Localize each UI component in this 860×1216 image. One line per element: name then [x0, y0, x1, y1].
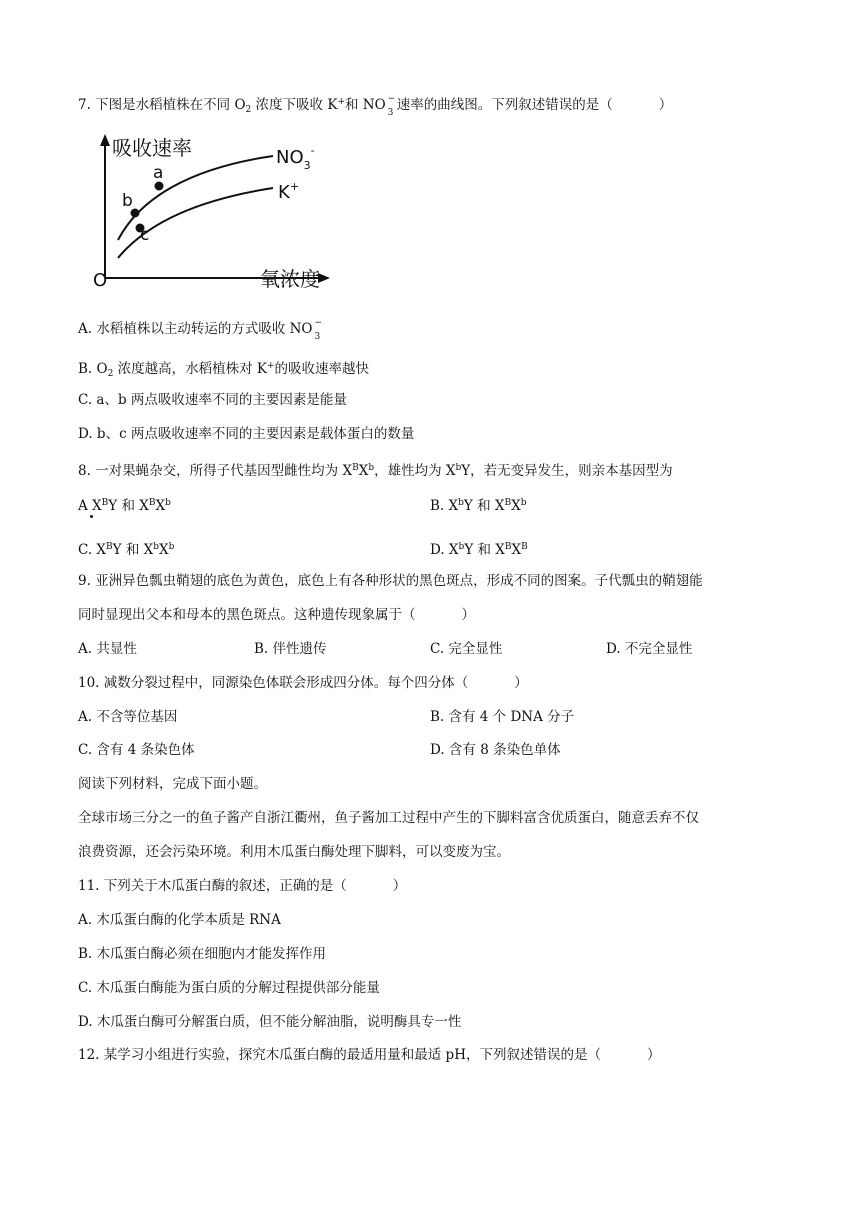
q8-stem: 8. 一对果蝇杂交，所得子代基因型雌性均为 $X^BX^b$，雄性均为 $X^bY$，若无变异发生，则亲本基因型为 — [78, 463, 673, 479]
y-axis-arrow — [100, 134, 110, 146]
q10-option-b[interactable]: B. 含有 4 个 DNA 分子 — [430, 709, 575, 725]
material-line1: 全球市场三分之一的鱼子酱产自浙江衢州，鱼子酱加工过程中产生的下脚料富含优质蛋白，随意丢弃不仅 — [78, 810, 699, 826]
q10-option-c[interactable]: C. 含有 4 条染色体 — [78, 742, 195, 758]
q12-stem: 12. 某学习小组进行实验，探究木瓜蛋白酶的最适用量和最适 pH，下列叙述错误的是（ ） — [78, 1047, 661, 1063]
q11-option-d[interactable]: D. 木瓜蛋白酶可分解蛋白质，但不能分解油脂，说明酶具专一性 — [78, 1014, 462, 1030]
q7-option-d[interactable]: D. b、c 两点吸收速率不同的主要因素是载体蛋白的数量 — [78, 426, 415, 442]
q11-option-b[interactable]: B. 木瓜蛋白酶必须在细胞内才能发挥作用 — [78, 946, 327, 962]
q11-option-a[interactable]: A. 木瓜蛋白酶的化学本质是 RNA — [78, 912, 281, 928]
q10-stem: 10. 减数分裂过程中，同源染色体联会形成四分体。每个四分体（ ） — [78, 675, 528, 691]
q11-stem: 11. 下列关于木瓜蛋白酶的叙述，正确的是（ ） — [78, 878, 407, 894]
q9-stem-line2: 同时显现出父本和母本的黑色斑点。这种遗传现象属于（ ） — [78, 607, 475, 623]
origin-label: O — [93, 270, 108, 291]
q10-option-a[interactable]: A. 不含等位基因 — [78, 709, 178, 725]
absorption-rate-figure — [90, 130, 340, 300]
q8-option-d[interactable]: D. $X^bY$ 和 $X^BX^B$ — [430, 542, 528, 558]
point-a-label: a — [153, 163, 164, 183]
q9-option-d[interactable]: D. 不完全显性 — [606, 641, 693, 657]
material-intro: 阅读下列材料，完成下面小题。 — [78, 776, 267, 792]
k-curve — [118, 188, 273, 258]
y-axis-label: 吸收速率 — [112, 136, 192, 160]
x-axis-label: 氧浓度 — [260, 267, 320, 291]
option-a-dot — [90, 515, 93, 518]
k-curve-label: K+ — [278, 180, 300, 203]
q9-stem-line1: 9. 亚洲异色瓢虫鞘翅的底色为黄色，底色上有各种形状的黑色斑点，形成不同的图案。子代瓢虫的鞘翅能 — [78, 573, 703, 589]
q10-option-d[interactable]: D. 含有 8 条染色单体 — [430, 742, 561, 758]
point-b-label: b — [122, 191, 133, 211]
q7-stem: 7. 下图是水稻植株在不同 $O_2$ 浓度下吸收 K+和 NO − 3 速率的曲线图。下列叙述错误的是（ ） — [78, 94, 673, 118]
q9-option-a[interactable]: A. 共显性 — [78, 641, 137, 657]
q9-option-c[interactable]: C. 完全显性 — [430, 641, 503, 657]
material-line2: 浪费资源，还会污染环境。利用木瓜蛋白酶处理下脚料，可以变废为宝。 — [78, 844, 510, 860]
no3-curve-label: $NO_3^-$ — [276, 144, 315, 172]
q8-option-b[interactable]: B. $X^bY$ 和 $X^BX^b$ — [430, 498, 527, 514]
q8-option-a[interactable]: A $X^BY$ 和 $X^BX^b$ — [78, 498, 171, 514]
q11-option-c[interactable]: C. 木瓜蛋白酶能为蛋白质的分解过程提供部分能量 — [78, 980, 380, 996]
q7-option-a[interactable]: A. 水稻植株以主动转运的方式吸收 NO − 3 — [78, 318, 323, 342]
q7-option-b[interactable]: B. $O_2$ 浓度越高，水稻植株对 K+的吸收速率越快 — [78, 361, 370, 379]
q7-option-c[interactable]: C. a、b 两点吸收速率不同的主要因素是能量 — [78, 392, 347, 408]
point-c-label: c — [140, 225, 150, 245]
q9-option-b[interactable]: B. 伴性遗传 — [254, 641, 327, 657]
q8-option-c[interactable]: C. $X^BY$ 和 $X^bX^b$ — [78, 542, 175, 558]
